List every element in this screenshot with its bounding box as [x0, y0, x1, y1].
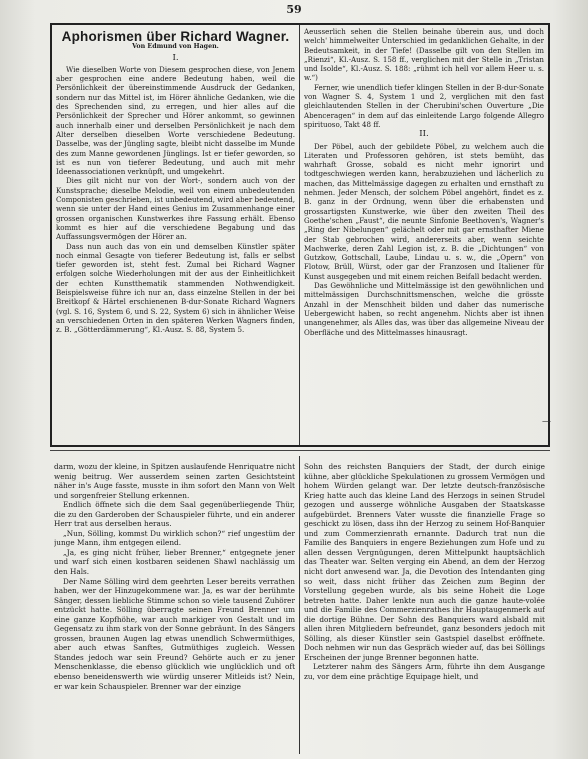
story-paragraph: „Nun, Sölling, kommst Du wirklich schon?“ rief ungestüm der junge Mann, ihm entgegen eilend. — [54, 528, 295, 548]
story-paragraph: Der Name Sölling wird dem geehrten Leser bereits verrathen haben, wer der Hinzugekommene war. Ja, es war der berühmte Sänger, dessen liebliche Stimme schon so viele tausend Zuhörer entzückt hatte. Sölling überragte seinen Freund Brenner um eine ganze Kopfhöhe, war auch markiger von Gestalt und im Gegensatz zu ihm stark von der Sonne gebräunt. In des Sängers grossen, braunen Augen lag etwas unendlich Schwermüthiges, aber auch etwas Sanftes, Gutmüthiges zugleich. Wessen Standes jedoch war sein Freund? Gehörte auch er zu jener Menschenklasse, die ebenso glücklich wie unglücklich und oft ebenso beneidenswerth wie würdig unserer Mitleids ist? Nein, er war kein Schauspieler. Brenner war der einzige — [54, 576, 295, 691]
page-number: 59 — [286, 3, 302, 16]
section-heading-1: I. — [172, 52, 179, 63]
article-column-right — [304, 27, 544, 445]
column-divider-bottom — [299, 456, 300, 754]
article-title: Aphorismen über Richard Wagner. — [61, 29, 290, 44]
article-paragraph: Dass nun auch das von ein und demselben Künstler später noch einmal Gesagte von tieferer Bedeutung ist, falls er selbst tiefer geworden ist, steht fest. Zumal bei Richard Wagner erfolgen solche Wiederholungen mit der aus der Einheitlichkeit der echten Kunstthematik stammenden Nothwendigkeit. Beispielsweise führe ich nur an, dass einzelne Stellen in der bei Breitkopf & Härtel erschienenen B-dur-Sonate Richard Wagners (vgl. S. 16, System 6, und S. 22, System 6) sich in ähnlicher Weise an verschiedenen Orten in den späteren Werken Wagners finden, z. B. „Götterdämmerung“, Kl.-Ausz. S. 88, System 5. — [56, 241, 295, 335]
section-heading-2: II. — [419, 129, 429, 140]
section-rule — [50, 450, 550, 451]
story-paragraph: Letzterer nahm des Sängers Arm, führte ihn dem Ausgange zu, vor dem eine prächtige Equipage hielt, und — [304, 662, 545, 682]
article-paragraph: Wie dieselben Worte von Diesem gesprochen diese, von Jenem aber gesprochen eine andere Bedeutung haben, weil die Persönlichkeit der übereinstimmende Ausdruck der Gedanken, sondern nur das Mittel ist, im Hörer ähnliche Gedanken, wie die des Sprechenden sind, zu erregen, und hier alles auf die Persönlichkeit der Sprecher und Hörer ankommt, so gewinnen auch innerhalb einer und derselben Persönlichkeit je nach dem Alter derselben dieselben Worte verschiedene Bedeutung. Dasselbe, was der Jüngling sagte, bleibt nicht dasselbe im Munde des zum Manne gewordenen Jünglings. Ist er tiefer geworden, so ist es nun von tieferer Bedeutung, und auch mit mehr Ideenassociationen verknüpft, und umgekehrt. — [56, 64, 295, 177]
story-paragraph: Endlich öffnete sich die dem Saal gegenüberliegende Thür, die zu den Garderoben der Schauspieler führte, und ein anderer Herr trat aus derselben heraus. — [54, 500, 295, 529]
story-column-right — [304, 462, 545, 754]
column-divider-top — [299, 25, 300, 445]
story-column-left — [54, 462, 295, 754]
story-paragraph: Sohn des reichsten Banquiers der Stadt, der durch einige kühne, aber glückliche Spekulationen zu grossem Vermögen und hohem Würden gelangt war. Der letzte deutsch-französische Krieg hatte auch das kleine Land des Herzogs in seinen Strudel gezogen und ausserge wöhnliche Ausgaben der Staatskasse aufgebürdet. Brenners Vater wusste die finanzielle Frage so geschickt zu lösen, dass ihn der Herzog zu seinem Hof-Banquier und zum Commerzienrath ernannte. Dadurch trat nun die Familie des Banquiers in engere Beziehungen zum Hofe und zu allen dessen Vergnügungen, deren Mittelpunkt hauptsächlich das Theater war. Selten verging ein Abend, an dem der Herzog nicht dort anwesend war. Ja, die Devotion des Intendanten ging so weit, dass nicht früher das Zeichen zum Beginn der Vorstellung gegeben wurde, als bis seine Hoheit die Loge betreten hatte. Daher lenkte nun auch die ganze haute-volée und die Familie des Commerzienrathes ihr Hauptaugenmerk auf die dortige Bühne. Der Sohn des Banquiers ward alsbald mit allen ihren Mitgliedern befreundet, ganz besonders jedoch mit Sölling, als dieser Künstler sein Gastspiel daselbst eröffnete. Doch nehmen wir nun das Gespräch wieder auf, das bei Söllings Erscheinen der junge Brenner begonnen hatte. — [304, 462, 545, 662]
article-paragraph: Dies gilt nicht nur von der Wort-, sondern auch von der Kunstsprache; dieselbe Melodie, weil von einem unbedeutenden Componisten geschrieben, ist unbedeutend, wird aber bedeutend, wenn sie unter der Hand eines Genius im Zusammenhange einer grossen organischen Kunstwerkes ihre Fassung erhält. Ebenso kommt es hier auf die verschiedene Begabung und das Auffassungsvermögen der Hörer an. — [56, 176, 295, 242]
article-paragraph: Aeusserlich sehen die Stellen beinahe überein aus, und doch welch' himmelweiter Unterschied im gedanklichen Gehalte, in der Bedeutsamkeit, in der Tiefe! (Dasselbe gilt von den Stellen im „Rienzi“, Kl.-Ausz. S. 158 ff., verglichen mit der Stelle in „Tristan und Isolde“, Kl.-Ausz. S. 188: „rühmt ich hell vor allem Heer u. s. w.“) — [304, 27, 544, 83]
story-paragraph: darm, wozu der kleine, in Spitzen auslaufende Henriquatre nicht wenig beitrug. Wer ausserdem seinen zarten Gesichtsteint näher in's Auge fasste, musste in ihm sofort den Mann von Welt und sorgenfreier Stellung erkennen. — [54, 462, 295, 500]
article-byline: Von Edmund von Hagen. — [132, 43, 219, 51]
article-paragraph: Das Gewöhnliche und Mittelmässige ist den gewöhnlichen und mittelmässigen Durchschnittsmenschen, welche die grösste Anzahl in der Menschheit bilden und daher das numerische Uebergewicht haben, so recht angenehm. Nichts aber ist ihnen unangenehmer, als Alles das, was über das allgemeine Niveau der Oberfläche und des Mittelmasses hinausragt. — [304, 281, 544, 337]
article-paragraph: Der Pöbel, auch der gebildete Pöbel, zu welchem auch die Literaten und Professoren gehören, ist stets bemüht, das wahrhaft Grosse, sobald es nicht mehr ignorirt und todtgeschwiegen werden kann, herabzuziehen und lächerlich zu machen, das Mittelmässige dagegen zu erhalten und ernsthaft zu nehmen. Jeder Mensch, der solchem Pöbel angehört, findet es z. B. ganz in der Ordnung, wenn über die erhabensten und grossartigsten Kunstwerke, wie über den zweiten Theil des Goethe'schen „Faust“, die neunte Sinfonie Beethoven's, Wagner's „Ring der Nibelungen“ gelächelt oder mit gar ernsthafter Miene der Stab gebrochen wird, andererseits aber, wenn seichte Machwerke, deren Zahl Legion ist, z. B. die „Dichtungen“ von Gutzkow, Gottschall, Laube, Lindau u. s. w., die „Opern“ von Flotow, Brüll, Würst, oder gar der Franzosen und Italiener für Kunst ausgegeben und mit einem reichen Beifall bedacht werden. — [304, 141, 544, 281]
article-paragraph: Ferner, wie unendlich tiefer klingen Stellen in der B-dur-Sonate von Wagner S. 4, System 1 und 2, verglichen mit den fast gleichlautenden Stellen in der Cherubini'schen Ouverture „Die Abenceragen“ in dem auf das einleitende Largo folgende Allegro spirituoso, Takt 48 ff. — [304, 82, 544, 129]
end-mark: — — [542, 417, 551, 427]
story-paragraph: „Ja, es ging nicht früher, lieber Brenner,“ entgegnete jener und warf sich einen kostbaren seidenen Shawl nachlässig um den Hals. — [54, 547, 295, 577]
article-column-left — [56, 26, 295, 445]
